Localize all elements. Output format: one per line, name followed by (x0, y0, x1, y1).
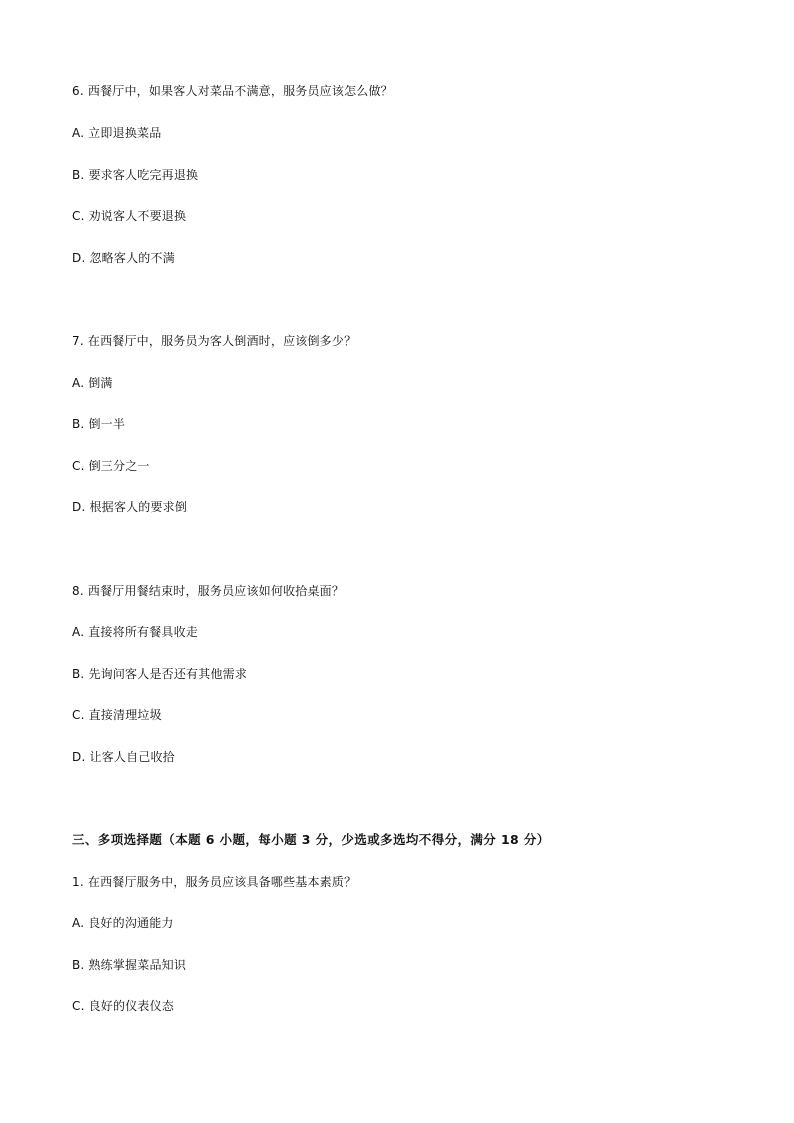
question-6-option-c: C. 劝说客人不要退换 (72, 209, 187, 223)
question-7-stem: 7. 在西餐厅中，服务员为客人倒酒时，应该倒多少？ (72, 334, 357, 348)
question-8-option-b: B. 先询问客人是否还有其他需求 (72, 667, 248, 681)
question-7-option-a: A. 倒满 (72, 376, 113, 390)
section-heading: 三、多项选择题（本题 6 小题，每小题 3 分，少选或多选均不得分，满分 18 分） (72, 832, 550, 847)
multi-question-1-option-c: C. 良好的仪表仪态 (72, 999, 175, 1013)
question-8-option-c: C. 直接清理垃圾 (72, 708, 162, 722)
multi-question-1-option-b: B. 熟练掌握菜品知识 (72, 958, 187, 972)
question-8-option-d: D. 让客人自己收拾 (72, 750, 175, 764)
question-6-stem: 6. 西餐厅中，如果客人对菜品不满意，服务员应该怎么做？ (72, 84, 393, 98)
question-6-option-b: B. 要求客人吃完再退换 (72, 168, 199, 182)
question-7-option-d: D. 根据客人的要求倒 (72, 500, 188, 514)
question-8-stem: 8. 西餐厅用餐结束时，服务员应该如何收拾桌面？ (72, 584, 345, 598)
question-8-option-a: A. 直接将所有餐具收走 (72, 625, 199, 639)
question-6-option-d: D. 忽略客人的不满 (72, 251, 175, 265)
question-7-option-b: B. 倒一半 (72, 417, 126, 431)
multi-question-1-option-a: A. 良好的沟通能力 (72, 916, 174, 930)
question-7-option-c: C. 倒三分之一 (72, 459, 150, 473)
question-6-option-a: A. 立即退换菜品 (72, 126, 162, 140)
multi-question-1-stem: 1. 在西餐厅服务中，服务员应该具备哪些基本素质？ (72, 875, 357, 889)
